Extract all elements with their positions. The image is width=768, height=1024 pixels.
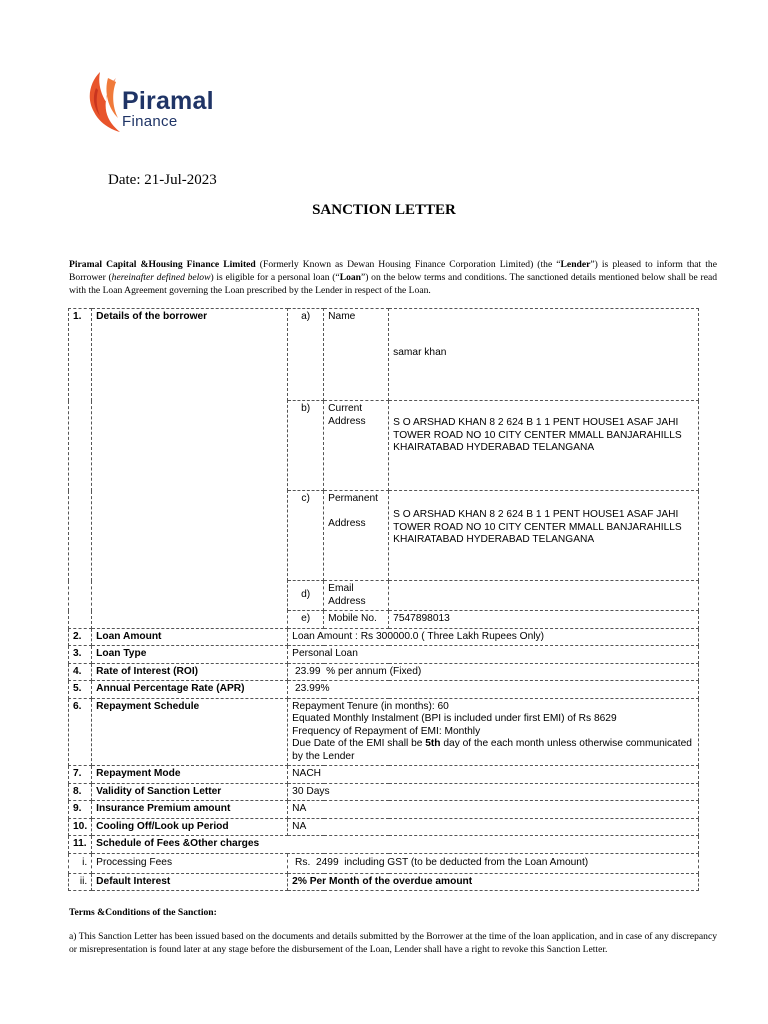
row-num: 3. <box>69 646 92 664</box>
logo-wordmark <box>122 88 214 131</box>
logo-title: Piramal <box>122 87 214 115</box>
intro-text-2: ”) is pleased to inform that the Borrower ( <box>69 259 717 283</box>
borrower-name: samar khan <box>389 309 699 401</box>
row-label: Rate of Interest (ROI) <box>92 663 288 681</box>
table-row <box>69 309 699 401</box>
table-row <box>69 628 699 646</box>
row-label: Repayment Schedule <box>92 698 288 766</box>
sub-label <box>324 491 389 581</box>
intro-text-3: ) is eligible for a personal loan (“ <box>210 272 340 283</box>
row-label: Loan Type <box>92 646 288 664</box>
sub-letter: a) <box>288 309 324 401</box>
table-row <box>69 646 699 664</box>
due-date-text: Due Date of the EMI shall be <box>292 738 426 749</box>
row-num: 11. <box>69 836 92 854</box>
row-num: 1. <box>69 309 92 629</box>
table-row <box>69 853 699 873</box>
row-num: 2. <box>69 628 92 646</box>
row-num: 4. <box>69 663 92 681</box>
intro-paragraph <box>69 258 717 297</box>
emi-due-date <box>292 738 694 763</box>
lender-word: Lender <box>560 259 591 270</box>
row-label: Loan Amount <box>92 628 288 646</box>
due-day: 5th <box>425 738 441 749</box>
row-value: 23.99% <box>288 681 699 699</box>
row-label: Default Interest <box>92 873 288 891</box>
row-label: Processing Fees <box>92 853 288 873</box>
row-num: 9. <box>69 801 92 819</box>
table-row <box>69 873 699 891</box>
address-label: Address <box>328 517 366 529</box>
row-value: Loan Amount : Rs 300000.0 ( Three Lakh Rupees Only) <box>288 628 699 646</box>
sub-letter: c) <box>288 491 324 581</box>
row-label: Details of the borrower <box>92 309 288 629</box>
row-value: NA <box>288 801 699 819</box>
table-row <box>69 801 699 819</box>
sub-label: Name <box>324 309 389 401</box>
letter-date: Date: 21-Jul-2023 <box>108 172 217 188</box>
loan-word: Loan <box>339 272 362 283</box>
row-value: NA <box>288 818 699 836</box>
intro-text-1: (Formerly Known as Dewan Housing Finance Corporation Limited) (the “ <box>255 259 561 270</box>
row-label: Insurance Premium amount <box>92 801 288 819</box>
sub-label: Email Address <box>324 581 389 611</box>
row-value: Personal Loan <box>288 646 699 664</box>
row-label: Validity of Sanction Letter <box>92 783 288 801</box>
table-row <box>69 783 699 801</box>
table-row <box>69 836 699 854</box>
current-address: S O ARSHAD KHAN 8 2 624 B 1 1 PENT HOUSE1 ASAF JAHI TOWER ROAD NO 10 CITY CENTER MMALL BANJARAHILLS KHAIRATABAD HYDERABAD TELANGANA <box>389 401 699 491</box>
row-num: 8. <box>69 783 92 801</box>
permanent-address: S O ARSHAD KHAN 8 2 624 B 1 1 PENT HOUSE1 ASAF JAHI TOWER ROAD NO 10 CITY CENTER MMALL BANJARAHILLS KHAIRATABAD HYDERABAD TELANGANA <box>389 491 699 581</box>
emi-amount: Equated Monthly Instalment (BPI is included under first EMI) of Rs 8629 <box>292 713 617 724</box>
terms-heading: Terms &Conditions of the Sanction: <box>69 907 217 918</box>
row-num: i. <box>69 853 92 873</box>
permanent-label: Permanent <box>328 493 379 504</box>
row-value: 23.99 % per annum (Fixed) <box>288 663 699 681</box>
emi-frequency: Frequency of Repayment of EMI: Monthly <box>292 725 481 737</box>
table-row <box>69 663 699 681</box>
repayment-details <box>288 698 699 766</box>
logo-subtitle: Finance <box>122 113 178 130</box>
sub-letter: e) <box>288 611 324 629</box>
row-num: 10. <box>69 818 92 836</box>
sub-label: Mobile No. <box>324 611 389 629</box>
row-label: Cooling Off/Look up Period <box>92 818 288 836</box>
row-num: 6. <box>69 698 92 766</box>
sub-label: Current Address <box>324 401 389 491</box>
row-num: 7. <box>69 766 92 784</box>
row-num: 5. <box>69 681 92 699</box>
row-label: Schedule of Fees &Other charges <box>92 836 699 854</box>
document-title: SANCTION LETTER <box>312 202 456 218</box>
sub-letter: b) <box>288 401 324 491</box>
table-row <box>69 681 699 699</box>
row-label: Repayment Mode <box>92 766 288 784</box>
lender-name: Piramal Capital &Housing Finance Limited <box>69 259 256 270</box>
sanction-details-table <box>68 308 699 891</box>
intro-text-4: ”) on the below terms and conditions. The sanctioned details mentioned below shall be read with the Loan Agreement governing the Loan prescribed by the Lender in respect of the Loan. <box>69 272 718 296</box>
row-value: 30 Days <box>288 783 699 801</box>
table-row <box>69 698 699 766</box>
row-value: Rs. 2499 including GST (to be deducted from the Loan Amount) <box>288 853 699 873</box>
table-row <box>69 766 699 784</box>
row-num: ii. <box>69 873 92 891</box>
email-value <box>389 581 699 611</box>
terms-clause-a: a) This Sanction Letter has been issued based on the documents and details submitted by the Borrower at the time of the loan application, and in case of any discrepancy or misrepresentation is found later at any stage before the disbursement of the Loan, Lender shall have a right to revoke this Sanction Letter. <box>69 931 717 955</box>
due-date-text-2: day of the each month unless otherwise communicated by the Lender <box>292 738 692 762</box>
sub-letter: d) <box>288 581 324 611</box>
row-value: NACH <box>288 766 699 784</box>
intro-italic: hereinafter defined below <box>111 272 211 283</box>
table-row <box>69 818 699 836</box>
repayment-tenure: Repayment Tenure (in months): 60 <box>292 700 449 712</box>
row-label: Annual Percentage Rate (APR) <box>92 681 288 699</box>
mobile-value: 7547898013 <box>389 611 699 629</box>
row-value: 2% Per Month of the overdue amount <box>288 873 699 891</box>
